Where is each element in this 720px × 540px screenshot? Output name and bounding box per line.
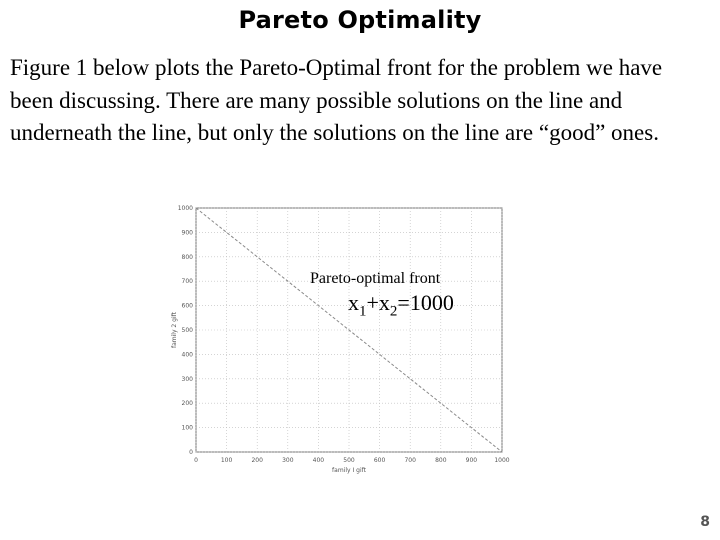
y-tick-label: 600	[181, 302, 193, 310]
x-tick-label: 300	[282, 457, 294, 464]
y-tick-label: 700	[181, 278, 193, 286]
eq-sub1: 1	[359, 303, 367, 320]
eq-rhs: =1000	[397, 290, 454, 315]
y-tick-label: 100	[181, 424, 193, 432]
x-tick-label: 800	[435, 457, 447, 464]
x-tick-label: 1000	[494, 457, 510, 464]
y-tick-label: 0	[189, 449, 193, 456]
pareto-front-label: Pareto-optimal front	[310, 270, 441, 287]
x-tick-label: 900	[465, 457, 478, 464]
eq-sub2: 2	[389, 303, 398, 320]
page-number: 8	[700, 514, 710, 530]
eq-plus-x2: +x	[366, 290, 390, 315]
y-tick-label: 200	[181, 400, 193, 408]
x-tick-label: 500	[343, 457, 355, 464]
x-axis-label: family I gift	[332, 467, 366, 474]
y-tick-label: 300	[181, 375, 193, 383]
pareto-equation	[348, 290, 454, 320]
body-paragraph: Figure 1 below plots the Pareto-Optimal front for the problem we have been discussing. There are many possible solutions on the line and underneath the line, but only the solutions on the line are “good” ones.	[10, 55, 663, 145]
x-tick-label: 200	[251, 457, 263, 464]
y-tick-label: 800	[181, 253, 193, 261]
y-tick-label: 500	[181, 327, 193, 334]
y-tick-label: 400	[181, 351, 193, 359]
x-tick-label: 700	[404, 457, 416, 464]
x-tick-label: 400	[312, 457, 325, 464]
eq-x1: x	[348, 290, 359, 315]
x-tick-label: 100	[220, 457, 233, 464]
slide-title: Pareto Optimality	[238, 6, 482, 34]
pareto-chart	[162, 196, 522, 476]
x-tick-label: 600	[373, 457, 386, 464]
y-tick-label: 900	[181, 229, 193, 237]
x-tick-label: 0	[194, 457, 198, 464]
y-tick-label: 1000	[177, 205, 193, 212]
y-axis-label: family 2 gift	[171, 312, 178, 348]
